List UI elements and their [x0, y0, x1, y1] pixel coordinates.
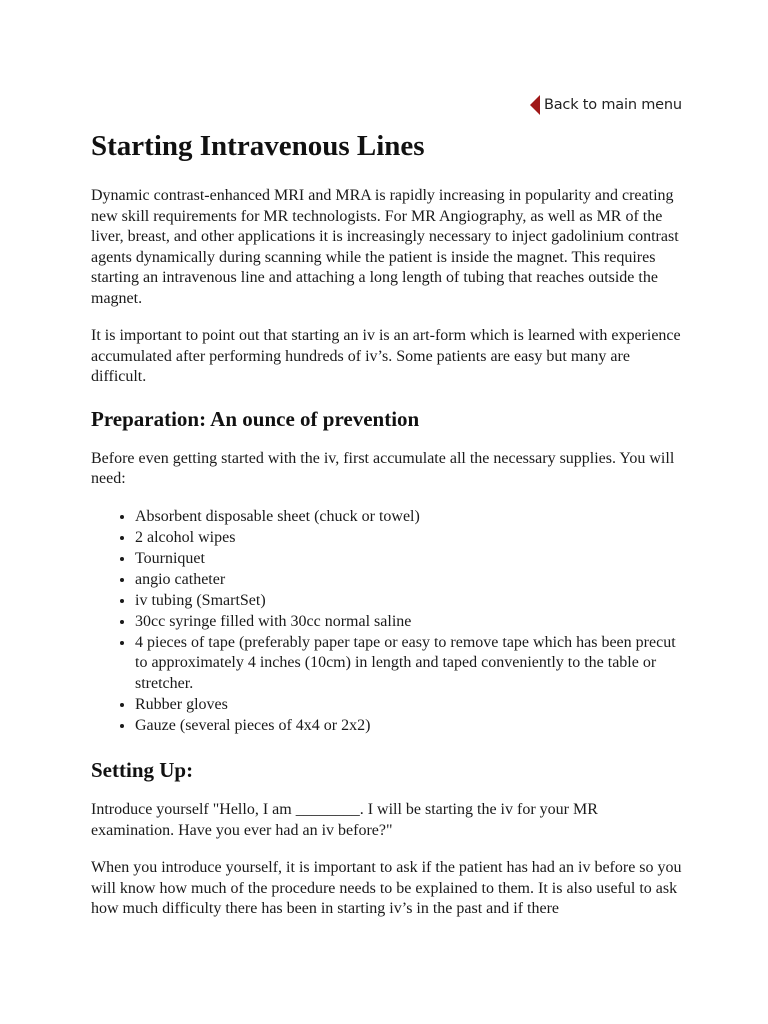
setting-up-paragraph-2: When you introduce yourself, it is important to ask if the patient has had an iv before so you will know how much of the procedure needs to be explained to them. It is also useful to ask how much difficulty there has been in starting iv’s in the past and if there [91, 859, 682, 917]
page-title: Starting Intravenous Lines [91, 130, 425, 162]
back-arrow-icon [530, 95, 540, 115]
list-item: • 2 alcohol wipes [135, 528, 683, 549]
intro-paragraph-1: Dynamic contrast-enhanced MRI and MRA is rapidly increasing in popularity and creating new skill requirements for MR technologists. For MR Angiography, as well as MR of the liver, breast, and other applications it is increasingly necessary to inject gadolinium contrast agents dynamically during scanning while the patient is inside the magnet. This requires starting an intravenous line and attaching a long length of tubing that reaches outside the magnet. [91, 187, 679, 307]
list-item: • iv tubing (SmartSet) [135, 591, 683, 612]
intro-paragraph-2: It is important to point out that starting an iv is an art-form which is learned with experience accumulated after performing hundreds of iv’s. Some patients are easy but many are difficult. [91, 327, 681, 385]
list-item: • 4 pieces of tape (preferably paper tape or easy to remove tape which has been precut to approximately 4 inches (10cm) in length and taped conveniently to the table or stretcher. [135, 633, 683, 695]
preparation-heading: Preparation: An ounce of prevention [91, 406, 420, 431]
back-link-label: Back to main menu [544, 97, 682, 113]
list-item: • Rubber gloves [135, 695, 683, 716]
list-item: • Gauze (several pieces of 4x4 or 2x2) [135, 716, 683, 737]
preparation-text: Before even getting started with the iv, first accumulate all the necessary supplies. You will need: [91, 449, 675, 487]
list-item: • angio catheter [135, 570, 683, 591]
setting-up-heading: Setting Up: [91, 758, 194, 782]
list-item: • Absorbent disposable sheet (chuck or towel) [135, 507, 683, 528]
article-content [91, 128, 683, 937]
supplies-list [91, 507, 683, 737]
list-item: • Tourniquet [135, 549, 683, 570]
back-to-main-menu-link[interactable] [530, 95, 682, 115]
setting-up-paragraph-1: Introduce yourself "Hello, I am ________. I will be starting the iv for your MR examination. Have you ever had an iv before?" [91, 801, 598, 839]
list-item: • 30cc syringe filled with 30cc normal saline [135, 612, 683, 633]
